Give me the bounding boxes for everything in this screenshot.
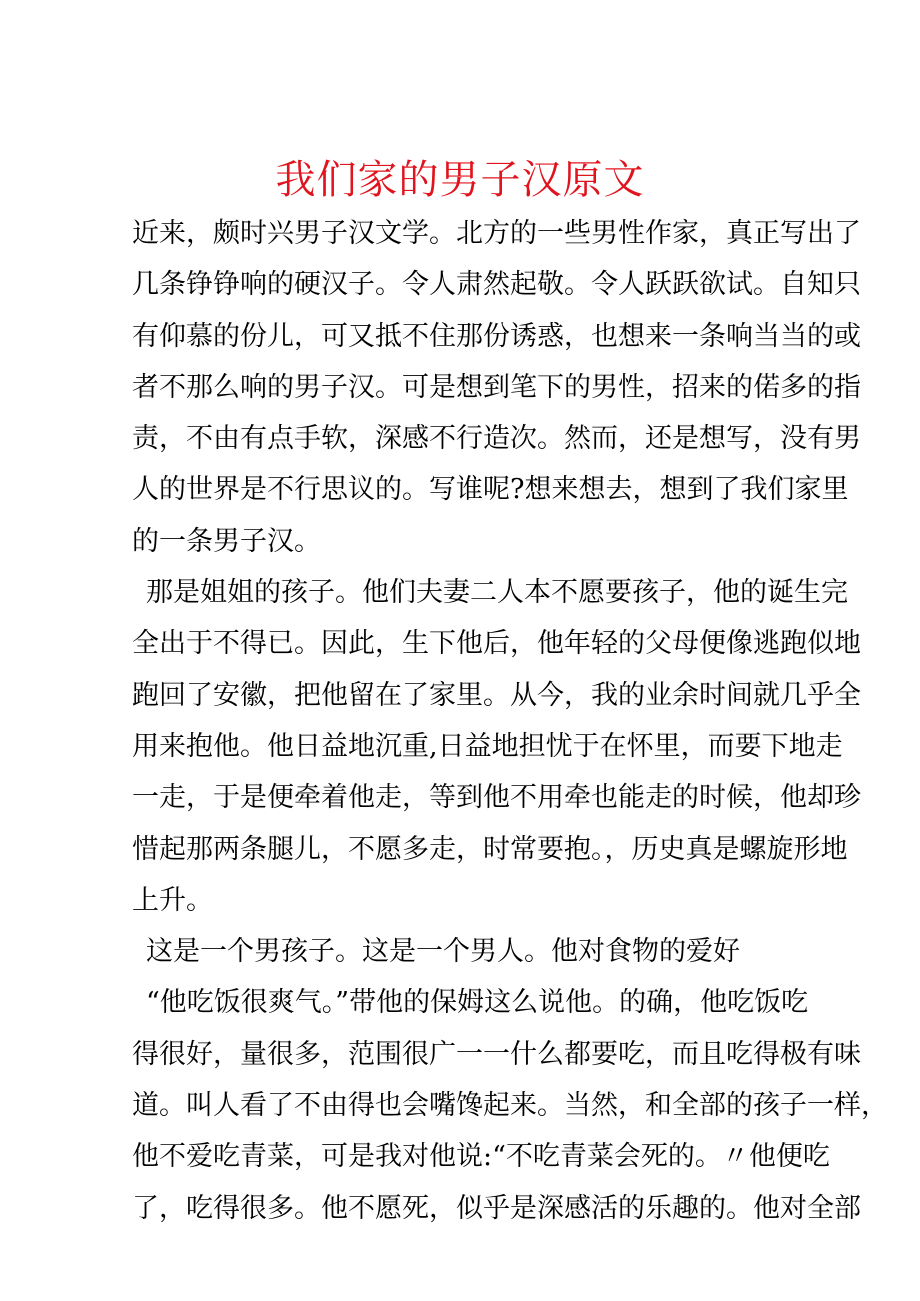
text-line: 跑回了安徽，把他留在了家里。从今，我的业余时间就几乎全 — [132, 679, 861, 711]
text-line: 得很好，量很多，范围很广一一什么都要吃，而且吃得极有味 — [132, 1038, 861, 1070]
text-line: 那是姐姐的孩子。他们夫妻二人本不愿要孩子，他的诞生完 — [146, 577, 848, 609]
document-body — [132, 208, 888, 1234]
text-line: 有仰慕的份儿，可又抵不住那份诱惑，也想来一条响当当的或 — [132, 320, 861, 352]
text-line: 道。叫人看了不由得也会嘴馋起来。当然，和全部的孩子一样， — [132, 1090, 888, 1122]
text-line: 的一条男子汉。 — [132, 525, 321, 557]
document-title: 我们家的男子汉原文 — [275, 157, 645, 203]
text-line: 责，不由有点手软，深感不行造次。然而，还是想写，没有男 — [132, 423, 861, 455]
text-line: 近来，颇时兴男子汉文学。北方的一些男性作家，真正写出了 — [132, 218, 861, 249]
text-line: 了，吃得很多。他不愿死，似乎是深感活的乐趣的。他对全部 — [132, 1192, 861, 1224]
text-line: 几条铮铮响的硬汉子。令人肃然起敬。令人跃跃欲试。自知只 — [132, 269, 861, 301]
text-line: 人的世界是不行思议的。写谁呢?想来想去，想到了我们家里 — [132, 474, 849, 506]
text-line: 他不爱吃青菜，可是我对他说:“不吃青菜会死的。〃他便吃 — [132, 1141, 830, 1173]
text-line: 全出于不得已。因此，生下他后，他年轻的父母便像逃跑似地 — [132, 628, 861, 660]
text-line: 一走，于是便牵着他走，等到他不用牵也能走的时候，他却珍 — [132, 782, 861, 814]
text-line: 者不那么响的男子汉。可是想到笔下的男性，招来的偌多的指 — [132, 371, 861, 403]
text-line: “他吃饭很爽气。”带他的保姆这么说他。的确，他吃饭吃 — [146, 987, 809, 1019]
text-line: 这是一个男孩子。这是一个男人。他对食物的爱好 — [146, 936, 740, 968]
text-line: 惜起那两条腿儿，不愿多走，时常要抱。，历史真是螺旋形地 — [132, 833, 848, 865]
text-line: 上升。 — [132, 884, 213, 916]
text-line: 用来抱他。他日益地沉重,日益地担忧于在怀里，而要下地走 — [132, 730, 843, 762]
